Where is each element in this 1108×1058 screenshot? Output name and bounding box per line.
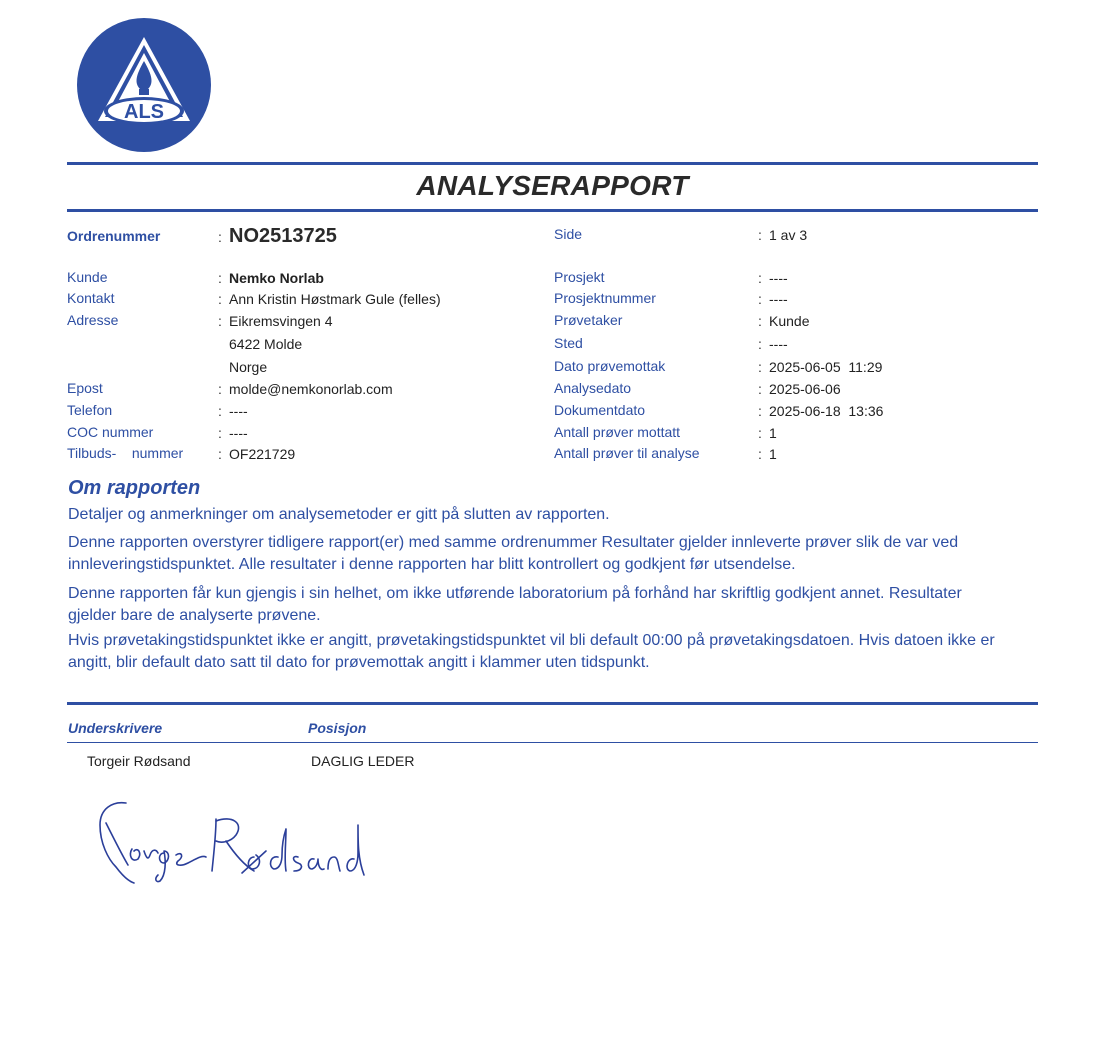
field-colon: :	[218, 313, 222, 329]
field-value-antall-prover-mottatt: 1	[769, 425, 777, 441]
field-label-tilbudsnummer: Tilbuds- nummer	[67, 445, 184, 461]
field-label-dato-provemottak: Dato prøvemottak	[554, 358, 666, 374]
field-value-ordrenummer: NO2513725	[229, 225, 337, 247]
about-paragraph: Denne rapporten får kun gjengis i sin helhet, om ikke utførende laboratorium på forhånd har skriftlig godkjent annet. Resultater gjelder bare de analyserte prøvene.	[68, 585, 962, 624]
about-paragraph: Detaljer og anmerkninger om analysemetoder er gitt på slutten av rapporten.	[68, 506, 610, 523]
field-label-ordrenummer: Ordrenummer	[67, 228, 161, 244]
field-value-telefon: ----	[229, 403, 248, 419]
about-paragraph: Hvis prøvetakingstidspunktet ikke er angitt, prøvetakingstidspunktet vil bli default 00:00 på prøvetakingsdatoen. Hvis datoen ikke er angitt, blir default dato satt til dato for prøvemottak angitt i klammer uten tidspunkt.	[68, 632, 995, 671]
field-colon: :	[218, 229, 222, 245]
field-value-prosjekt: ----	[769, 270, 788, 286]
field-colon: :	[758, 291, 762, 307]
field-value-tilbudsnummer: OF221729	[229, 446, 296, 462]
field-value-prosjektnummer: ----	[769, 291, 788, 307]
field-value-sted: ----	[769, 336, 788, 352]
field-value-analysedato: 2025-06-06	[769, 381, 841, 397]
field-colon: :	[218, 446, 222, 462]
report-title: ANALYSERAPPORT	[416, 170, 689, 201]
handwritten-signature	[92, 795, 372, 890]
field-value-provetaker: Kunde	[769, 313, 810, 329]
field-label-epost: Epost	[67, 380, 103, 396]
field-label-analysedato: Analysedato	[554, 380, 632, 396]
field-colon: :	[758, 403, 762, 419]
field-label-dokumentdato: Dokumentdato	[554, 402, 646, 418]
signer-position: DAGLIG LEDER	[311, 753, 415, 769]
field-label-prosjektnummer: Prosjektnummer	[554, 290, 656, 306]
field-colon: :	[758, 446, 762, 462]
signers-top-rule	[67, 702, 1038, 705]
field-value-antall-prover-til-analyse: 1	[769, 446, 777, 462]
field-label-provetaker: Prøvetaker	[554, 312, 623, 328]
svg-text:ALS: ALS	[124, 101, 164, 123]
field-label-antall-prover-til-analyse: Antall prøver til analyse	[554, 445, 700, 461]
field-label-kunde: Kunde	[67, 269, 108, 285]
als-logo	[76, 17, 212, 153]
signers-header-name: Underskrivere	[68, 720, 163, 736]
field-label-adresse: Adresse	[67, 312, 119, 328]
field-colon: :	[758, 336, 762, 352]
field-label-kontakt: Kontakt	[67, 290, 115, 306]
signers-header-position: Posisjon	[308, 720, 367, 736]
field-colon: :	[758, 425, 762, 441]
signers-header-rule	[67, 742, 1038, 743]
field-label-antall-prover-mottatt: Antall prøver mottatt	[554, 424, 681, 440]
field-value-side: 1 av 3	[769, 227, 808, 243]
field-colon: :	[218, 270, 222, 286]
title-top-rule	[67, 162, 1038, 165]
field-value-adresse-line2: 6422 Molde	[229, 336, 303, 352]
field-label-sted: Sted	[554, 335, 583, 351]
signer-name: Torgeir Rødsand	[87, 753, 191, 769]
field-value-adresse-line3: Norge	[229, 359, 268, 375]
field-label-telefon: Telefon	[67, 402, 113, 418]
field-label-side: Side	[554, 226, 583, 242]
field-colon: :	[758, 227, 762, 243]
field-colon: :	[218, 381, 222, 397]
field-colon: :	[758, 359, 762, 375]
field-value-epost: molde@nemkonorlab.com	[229, 381, 393, 397]
field-value-dato-provemottak: 2025-06-05 11:29	[769, 359, 883, 375]
title-bottom-rule	[67, 209, 1038, 212]
field-value-coc-nummer: ----	[229, 425, 248, 441]
field-value-kontakt: Ann Kristin Høstmark Gule (felles)	[229, 291, 441, 307]
field-label-prosjekt: Prosjekt	[554, 269, 605, 285]
field-colon: :	[218, 403, 222, 419]
field-colon: :	[758, 270, 762, 286]
field-value-kunde: Nemko Norlab	[229, 270, 324, 286]
about-title: Om rapporten	[68, 477, 201, 499]
field-colon: :	[758, 381, 762, 397]
about-paragraph: Denne rapporten overstyrer tidligere rapport(er) med samme ordrenummer Resultater gjelder innleverte prøver slik de var ved innleveringstidspunktet. Alle resultater i denne rapporten har blitt kontrollert og godkjent før utsendelse.	[68, 534, 959, 573]
field-colon: :	[218, 291, 222, 307]
field-colon: :	[218, 425, 222, 441]
field-value-dokumentdato: 2025-06-18 13:36	[769, 403, 884, 419]
field-label-coc-nummer: COC nummer	[67, 424, 154, 440]
field-value-adresse-line1: Eikremsvingen 4	[229, 313, 333, 329]
field-colon: :	[758, 313, 762, 329]
